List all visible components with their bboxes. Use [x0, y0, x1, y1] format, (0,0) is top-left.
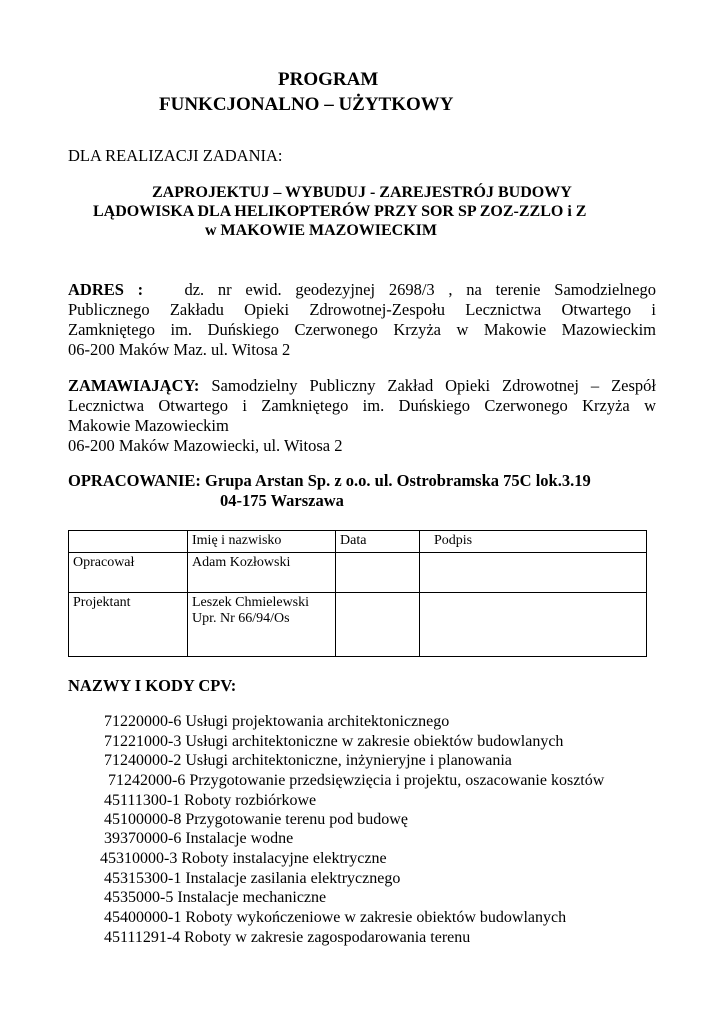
title-line-2: FUNKCJONALNO – UŻYTKOWY [159, 94, 454, 115]
address-block [68, 280, 656, 360]
cpv-item: 71240000-2 Usługi architektoniczne, inżynieryjne i planowania [104, 752, 512, 769]
cell-role: Projektant [69, 593, 188, 657]
cpv-item: 45310000-3 Roboty instalacyjne elektryczne [100, 850, 387, 867]
cell-signature [420, 593, 647, 657]
client-line-2: Lecznictwa Otwartego i Zamkniętego im. Duńskiego Czerwonego Krzyża w [68, 396, 656, 415]
task-line-1: ZAPROJEKTUJ – WYBUDUJ - ZAREJESTRÓJ BUDOWY [152, 184, 572, 201]
title-line-1: PROGRAM [278, 69, 379, 90]
header-cell-name: Imię i nazwisko [188, 531, 336, 553]
cpv-item: 39370000-6 Instalacje wodne [104, 830, 294, 847]
cpv-item: 71221000-3 Usługi architektoniczne w zakresie obiektów budowlanych [104, 733, 564, 750]
header-cell-role [69, 531, 188, 553]
task-line-2: LĄDOWISKA DLA HELIKOPTERÓW PRZY SOR SP ZOZ-ZZLO i Z [93, 203, 587, 220]
prepared-line-1 [68, 471, 591, 491]
cell-name: Leszek Chmielewski [192, 595, 310, 610]
header-cell-signature: Podpis [420, 531, 647, 553]
table-row [69, 553, 647, 593]
prepared-label: OPRACOWANIE: [68, 471, 201, 490]
cell-date [336, 553, 420, 593]
table-header-row [69, 531, 647, 553]
cell-signature [420, 553, 647, 593]
client-block [68, 376, 656, 456]
address-line-1: dz. nr ewid. geodezyjnej 2698/3 , na terenie Samodzielnego [184, 280, 656, 299]
cell-date [336, 593, 420, 657]
cell-name: Adam Kozłowski [188, 553, 336, 593]
cpv-item: 45400000-1 Roboty wykończeniowe w zakresie obiektów budowlanych [104, 909, 567, 926]
cpv-item: 71220000-6 Usługi projektowania architektonicznego [104, 713, 450, 730]
header-cell-date: Data [336, 531, 420, 553]
cpv-item: 45100000-8 Przygotowanie terenu pod budowę [104, 811, 408, 828]
client-line-4: 06-200 Maków Mazowiecki, ul. Witosa 2 [68, 436, 343, 455]
address-line-3: Zamkniętego im. Duńskiego Czerwonego Krzyża w Makowie Mazowieckim [68, 320, 656, 339]
cell-name-block [188, 593, 336, 657]
client-label: ZAMAWIAJĄCY: [68, 376, 200, 395]
client-line-3: Makowie Mazowieckim [68, 416, 229, 435]
intro-text: DLA REALIZACJI ZADANIA: [68, 146, 283, 165]
cpv-item: 4535000-5 Instalacje mechaniczne [104, 889, 327, 906]
cpv-item: 45111291-4 Roboty w zakresie zagospodarowania terenu [104, 929, 471, 946]
cpv-item: 45111300-1 Roboty rozbiórkowe [104, 792, 317, 809]
cell-role: Opracował [69, 553, 188, 593]
prepared-line-2: 04-175 Warszawa [220, 491, 344, 510]
signature-table [68, 530, 647, 657]
cell-license: Upr. Nr 66/94/Os [192, 611, 290, 626]
cpv-heading: NAZWY I KODY CPV: [68, 676, 237, 695]
cpv-item: 71242000-6 Przygotowanie przedsięwzięcia i projektu, oszacowanie kosztów [108, 772, 605, 789]
address-label: ADRES : [68, 280, 144, 299]
address-line-2: Publicznego Zakładu Opieki Zdrowotnej-Zespołu Lecznictwa Otwartego i [68, 300, 656, 319]
prepared-company: Grupa Arstan Sp. z o.o. ul. Ostrobramska 75C lok.3.19 [205, 471, 591, 490]
cpv-item: 45315300-1 Instalacje zasilania elektrycznego [104, 870, 401, 887]
task-line-3: w MAKOWIE MAZOWIECKIM [205, 222, 437, 239]
address-line-4: 06-200 Maków Maz. ul. Witosa 2 [68, 340, 291, 359]
client-line-1: Samodzielny Publiczny Zakład Opieki Zdrowotnej – Zespół [211, 376, 657, 395]
table-row [69, 593, 647, 657]
